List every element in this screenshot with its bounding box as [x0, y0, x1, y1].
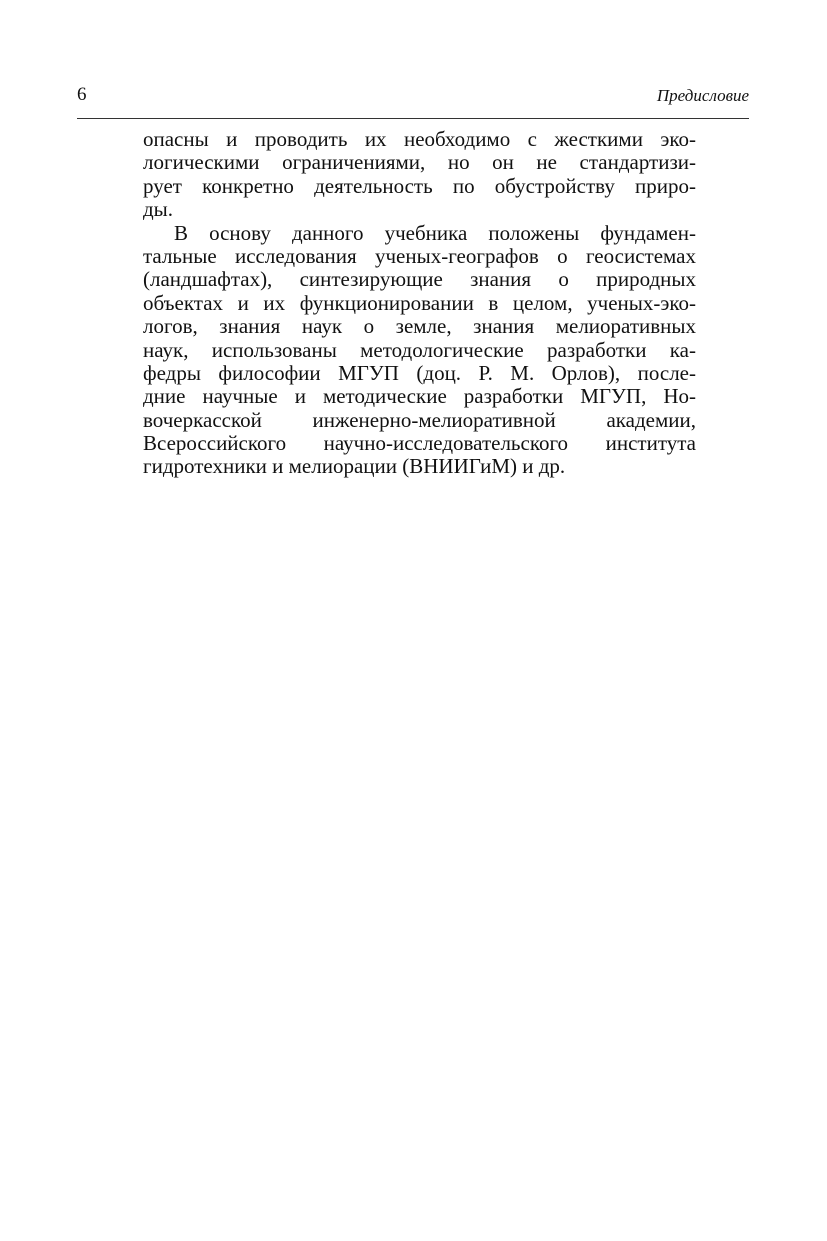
text-line: ды.	[143, 197, 174, 222]
paragraph-2	[143, 222, 696, 479]
text-line: опасны и проводить их необходимо с жесткими эко-	[143, 127, 696, 151]
text-line: логов, знания наук о земле, знания мелиоративных	[143, 314, 696, 339]
text-line: (ландшафтах), синтезирующие знания о природных	[143, 267, 696, 292]
running-head	[77, 80, 749, 114]
text-line: гидротехники и мелиорации (ВНИИГиМ) и др.	[143, 454, 566, 479]
text-line: дние научные и методические разработки МГУП, Но-	[143, 384, 696, 409]
text-line: федры философии МГУП (доц. Р. М. Орлов), после-	[143, 360, 696, 385]
page-number: 6	[77, 84, 87, 105]
section-title: Предисловие	[656, 86, 749, 105]
paragraph-1	[143, 128, 696, 222]
text-line: наук, использованы методологические разработки ка-	[143, 337, 696, 362]
text-line: объектах и их функционировании в целом, ученых-эко-	[143, 290, 696, 315]
text-line: рует конкретно деятельность по обустройству приро-	[143, 173, 696, 198]
header-divider	[77, 118, 749, 119]
text-line: тальные исследования ученых-географов о геосистемах	[143, 243, 696, 268]
text-line: Всероссийского научно-исследовательского института	[143, 431, 696, 456]
text-line: логическими ограничениями, но он не стандартизи-	[143, 150, 696, 175]
text-line: вочеркасской инженерно-мелиоративной академии,	[143, 407, 696, 432]
body-text	[143, 128, 696, 479]
text-line: В основу данного учебника положены фундамен-	[174, 220, 696, 245]
